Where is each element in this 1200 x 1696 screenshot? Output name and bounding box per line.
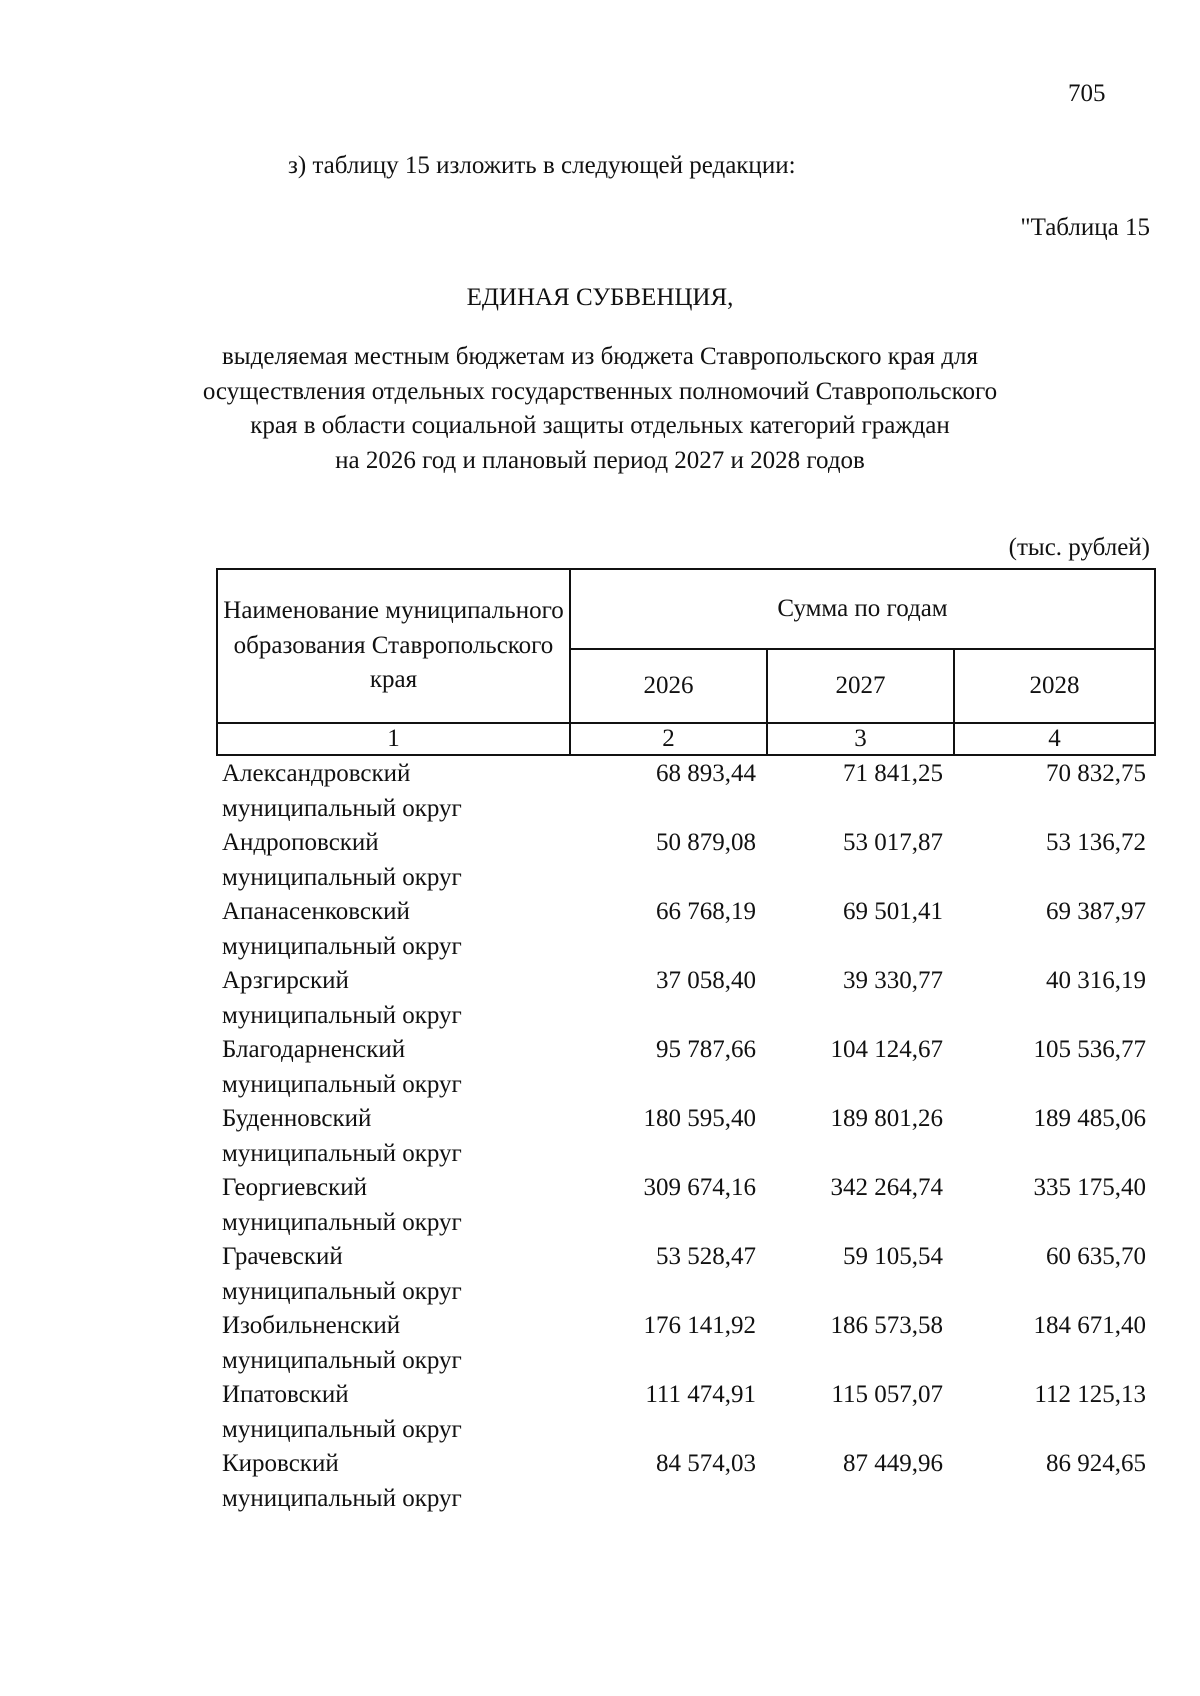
table-header: [216, 568, 1156, 756]
municipality-cell: [216, 757, 569, 826]
municipality-type: муниципальный округ: [222, 1277, 462, 1305]
column-number: 4: [954, 723, 1155, 755]
amount-2026: 176 141,92: [643, 1312, 756, 1339]
municipality-name: Андроповский: [222, 829, 379, 856]
municipality-name: Изобильненский: [222, 1312, 401, 1339]
amount-2027: 53 017,87: [843, 829, 943, 856]
amount-2028: 40 316,19: [1046, 967, 1146, 994]
amount-2028: 86 924,65: [1046, 1450, 1146, 1477]
amount-2026: 95 787,66: [656, 1036, 756, 1063]
municipality-name: Благодарненский: [222, 1036, 406, 1063]
amount-2027: 342 264,74: [830, 1174, 943, 1201]
amount-2027: 71 841,25: [843, 760, 943, 787]
municipality-type: муниципальный округ: [222, 863, 462, 891]
amount-2026: 309 674,16: [643, 1174, 756, 1201]
page-number: 705: [1068, 80, 1106, 107]
table-row: [216, 1240, 1156, 1309]
municipality-name: Апанасенковский: [222, 898, 410, 925]
amount-2028: 69 387,97: [1046, 898, 1146, 925]
amount-2027: 104 124,67: [830, 1036, 943, 1063]
municipality-type: муниципальный округ: [222, 932, 462, 960]
column-number: 3: [767, 723, 954, 755]
municipality-cell: [216, 1240, 569, 1309]
amount-2027: 39 330,77: [843, 967, 943, 994]
header-name-text: Наименование муниципального образования Ставропольского края: [223, 597, 564, 694]
table-row: [216, 1309, 1156, 1378]
header-year-2026: 2026: [570, 649, 767, 723]
amount-2026: 53 528,47: [656, 1243, 756, 1270]
subtitle-line: на 2026 год и плановый период 2027 и 2028 годов: [335, 446, 865, 474]
amount-2026: 111 474,91: [645, 1381, 756, 1408]
amount-2028: 184 671,40: [1033, 1312, 1146, 1339]
municipality-cell: [216, 1171, 569, 1240]
amount-2028: 60 635,70: [1046, 1243, 1146, 1270]
table-row: [216, 895, 1156, 964]
amount-2028: 189 485,06: [1033, 1105, 1146, 1132]
amount-2028: 70 832,75: [1046, 760, 1146, 787]
header-year-2027: 2027: [767, 649, 954, 723]
municipality-cell: [216, 1033, 569, 1102]
amount-2026: 84 574,03: [656, 1450, 756, 1477]
table-row: [216, 1033, 1156, 1102]
column-number: 1: [217, 723, 570, 755]
amount-2026: 68 893,44: [656, 760, 756, 787]
subtitle-line: осуществления отдельных государственных полномочий Ставропольского: [202, 377, 998, 405]
amount-2027: 59 105,54: [843, 1243, 943, 1270]
municipality-name: Буденновский: [222, 1105, 372, 1132]
municipality-cell: [216, 1447, 569, 1516]
municipality-name: Арзгирский: [222, 967, 349, 994]
table-row: [216, 1447, 1156, 1516]
table-row: [216, 826, 1156, 895]
municipality-type: муниципальный округ: [222, 1070, 462, 1098]
municipality-type: муниципальный округ: [222, 794, 462, 822]
table-body: [216, 757, 1156, 1516]
instruction-text: з) таблицу 15 изложить в следующей редакции:: [288, 152, 796, 179]
amount-2028: 335 175,40: [1033, 1174, 1146, 1201]
amount-2026: 66 768,19: [656, 898, 756, 925]
municipality-name: Георгиевский: [222, 1174, 368, 1201]
amount-2028: 112 125,13: [1034, 1381, 1146, 1408]
subtitle-line: выделяемая местным бюджетам из бюджета Ставропольского края для: [222, 343, 978, 370]
municipality-type: муниципальный округ: [222, 1139, 462, 1167]
table-row: [216, 1102, 1156, 1171]
amount-2026: 50 879,08: [656, 829, 756, 856]
municipality-name: Грачевский: [222, 1243, 343, 1270]
municipality-cell: [216, 1309, 569, 1378]
municipality-type: муниципальный округ: [222, 1346, 462, 1374]
amount-2026: 37 058,40: [656, 967, 756, 994]
municipality-type: муниципальный округ: [222, 1484, 462, 1512]
table-row: [216, 1378, 1156, 1447]
amount-2028: 105 536,77: [1033, 1036, 1146, 1063]
table-row: [216, 1171, 1156, 1240]
amount-2027: 186 573,58: [830, 1312, 943, 1339]
header-year-2028: 2028: [954, 649, 1155, 723]
amount-2027: 115 057,07: [831, 1381, 943, 1408]
document-subtitle: [0, 340, 1200, 478]
amount-2027: 87 449,96: [843, 1450, 943, 1477]
municipality-cell: [216, 1378, 569, 1447]
units-label: (тыс. рублей): [1008, 534, 1150, 561]
municipality-name: Ипатовский: [222, 1381, 349, 1408]
amount-2026: 180 595,40: [643, 1105, 756, 1132]
subtitle-line: края в области социальной защиты отдельных категорий граждан: [250, 412, 950, 439]
table-row: [216, 757, 1156, 826]
municipality-type: муниципальный округ: [222, 1001, 462, 1029]
municipality-cell: [216, 964, 569, 1033]
municipality-type: муниципальный округ: [222, 1415, 462, 1443]
amount-2028: 53 136,72: [1046, 829, 1146, 856]
table-label: "Таблица 15: [1020, 214, 1150, 241]
municipality-cell: [216, 1102, 569, 1171]
municipality-cell: [216, 826, 569, 895]
table-row: [216, 964, 1156, 1033]
municipality-name: Александровский: [222, 760, 411, 787]
header-sum-cell: Сумма по годам: [570, 569, 1155, 649]
municipality-type: муниципальный округ: [222, 1208, 462, 1236]
municipality-cell: [216, 895, 569, 964]
amount-2027: 69 501,41: [843, 898, 943, 925]
document-heading: ЕДИНАЯ СУБВЕНЦИЯ,: [466, 284, 734, 311]
column-number: 2: [570, 723, 767, 755]
municipality-name: Кировский: [222, 1450, 339, 1477]
header-name-cell: [217, 569, 570, 723]
amount-2027: 189 801,26: [830, 1105, 943, 1132]
